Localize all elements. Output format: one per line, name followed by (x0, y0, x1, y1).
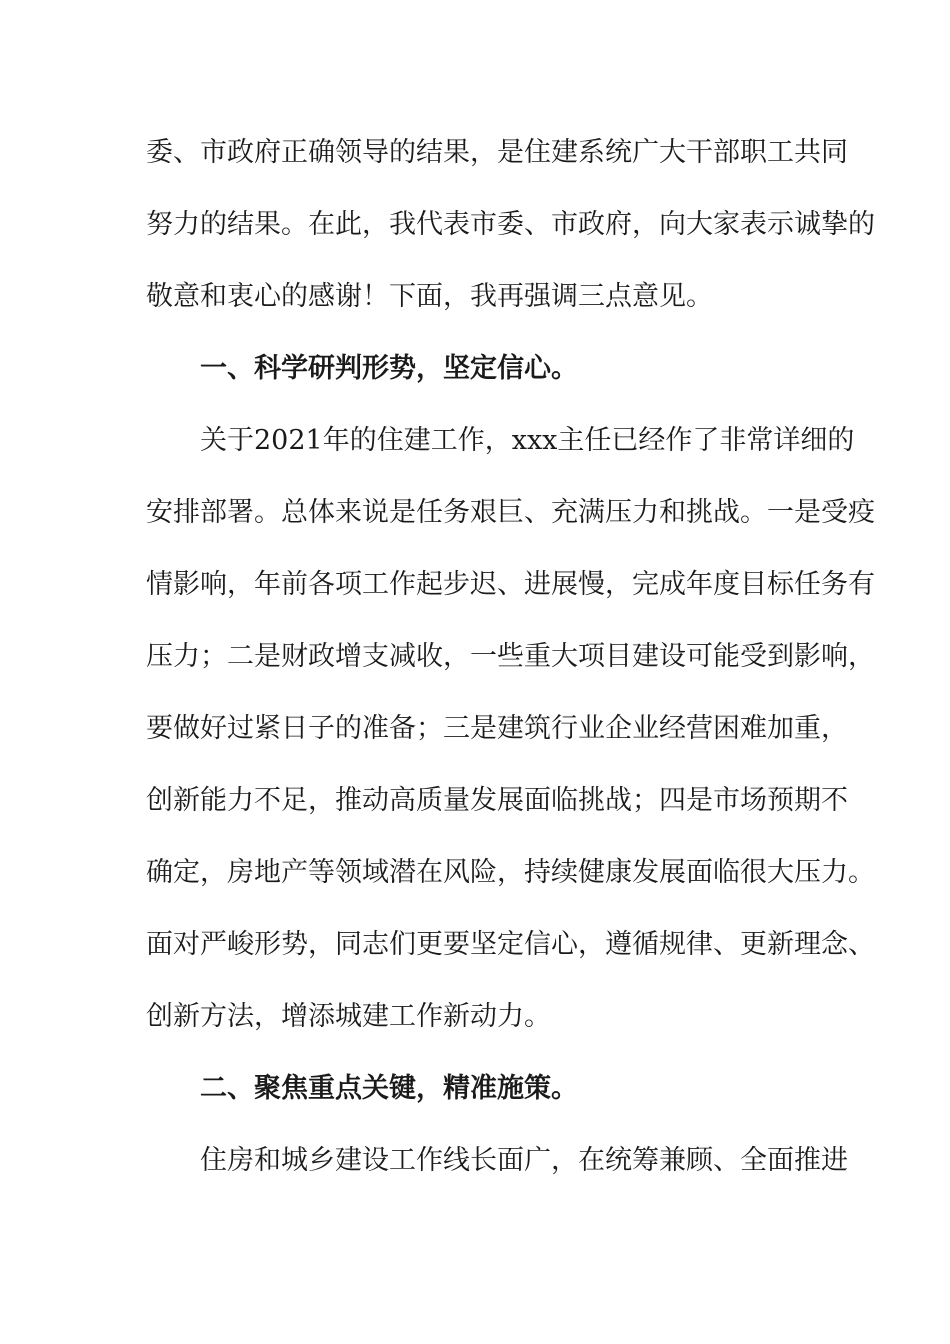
paragraph-line: 确定，房地产等领域潜在风险，持续健康发展面临很大压力。 (146, 857, 875, 888)
paragraph-line: 敬意和衷心的感谢！下面，我再强调三点意见。 (146, 281, 713, 312)
section-heading-1: 一、科学研判形势，坚定信心。 (200, 353, 578, 384)
paragraph-line: 住房和城乡建设工作线长面广，在统筹兼顾、全面推进 (200, 1145, 848, 1176)
paragraph-line: 努力的结果。在此，我代表市委、市政府，向大家表示诚挚的 (146, 209, 875, 240)
paragraph-line: 关于2021年的住建工作，xxx主任已经作了非常详细的 (200, 425, 855, 456)
paragraph-line: 委、市政府正确领导的结果，是住建系统广大干部职工共同 (146, 137, 848, 168)
section-heading-2: 二、聚焦重点关键，精准施策。 (200, 1073, 578, 1104)
paragraph-line: 面对严峻形势，同志们更要坚定信心，遵循规律、更新理念、 (146, 929, 875, 960)
paragraph-line: 创新能力不足，推动高质量发展面临挑战；四是市场预期不 (146, 785, 848, 816)
paragraph-line: 要做好过紧日子的准备；三是建筑行业企业经营困难加重， (146, 713, 848, 744)
paragraph-line: 安排部署。总体来说是任务艰巨、充满压力和挑战。一是受疫 (146, 497, 875, 528)
paragraph-line: 压力；二是财政增支减收，一些重大项目建设可能受到影响， (146, 641, 875, 672)
paragraph-line: 创新方法，增添城建工作新动力。 (146, 1001, 551, 1032)
paragraph-line: 情影响，年前各项工作起步迟、进展慢，完成年度目标任务有 (146, 569, 875, 600)
